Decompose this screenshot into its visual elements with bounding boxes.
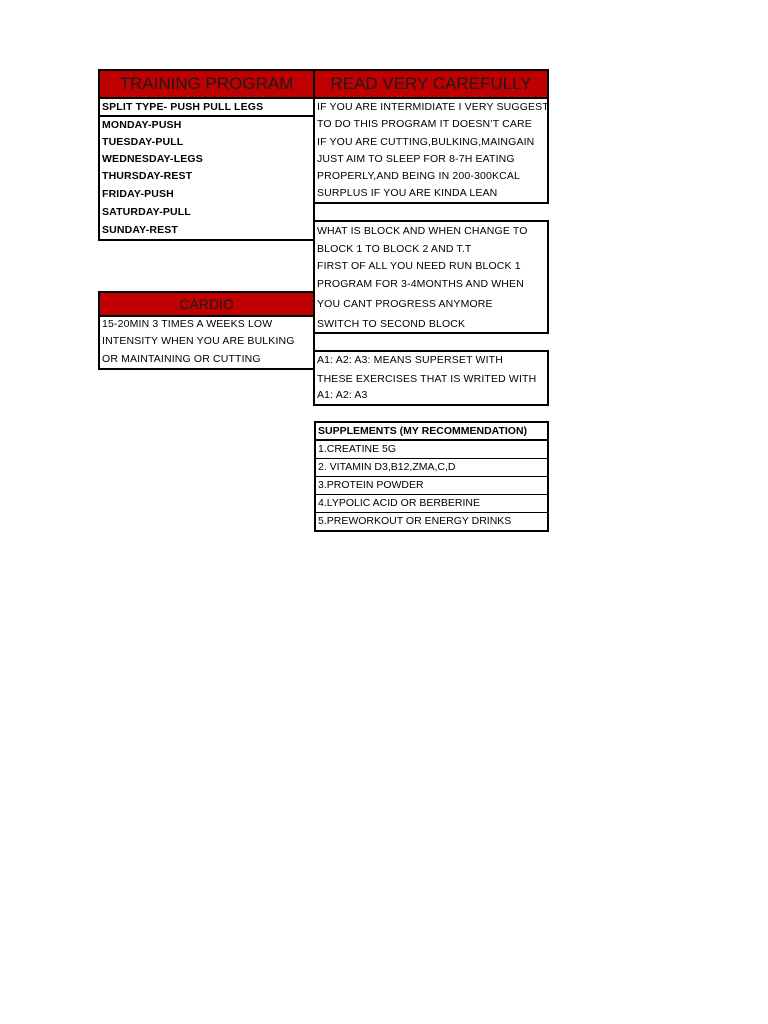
intro-line: JUST AIM TO SLEEP FOR 8-7H EATING — [317, 153, 515, 165]
supplement-item: 2. VITAMIN D3,B12,ZMA,C,D — [314, 458, 549, 477]
intro-line: TO DO THIS PROGRAM IT DOESN’T CARE — [317, 118, 532, 130]
schedule-row-saturday: SATURDAY-PULL — [102, 206, 191, 218]
read-carefully-header — [313, 69, 549, 99]
supplement-item: 1.CREATINE 5G — [314, 440, 549, 459]
schedule-row-sunday: SUNDAY-REST — [102, 224, 178, 236]
schedule-row-wednesday: WEDNESDAY-LEGS — [102, 153, 203, 165]
intro-line: IF YOU ARE INTERMIDIATE I VERY SUGGEST — [317, 101, 549, 113]
supplement-item: 3.PROTEIN POWDER — [314, 476, 549, 495]
superset-box — [313, 350, 549, 406]
training-program-header — [98, 69, 315, 99]
schedule-row-monday: MONDAY-PUSH — [102, 119, 182, 131]
split-type-row: SPLIT TYPE- PUSH PULL LEGS — [102, 101, 264, 113]
cardio-header — [98, 291, 315, 317]
cardio-title: CARDIO — [179, 296, 234, 312]
cardio-line: INTENSITY WHEN YOU ARE BULKING — [102, 335, 295, 347]
intro-advice-box — [313, 99, 549, 204]
block-line: PROGRAM FOR 3-4MONTHS AND WHEN — [317, 278, 524, 290]
block-line: WHAT IS BLOCK AND WHEN CHANGE TO — [317, 225, 528, 237]
schedule-row-thursday: THURSDAY-REST — [102, 170, 193, 182]
cardio-line: 15-20MIN 3 TIMES A WEEKS LOW — [102, 318, 273, 330]
split-type-divider — [100, 115, 315, 117]
block-line: FIRST OF ALL YOU NEED RUN BLOCK 1 — [317, 260, 521, 272]
block-line: YOU CANT PROGRESS ANYMORE — [317, 298, 493, 310]
block-explanation-box — [313, 220, 549, 334]
schedule-row-tuesday: TUESDAY-PULL — [102, 136, 184, 148]
supplement-item: 5.PREWORKOUT OR ENERGY DRINKS — [314, 512, 549, 532]
cardio-line: OR MAINTAINING OR CUTTING — [102, 353, 261, 365]
column-divider-segment — [313, 204, 315, 221]
training-program-title: TRAINING PROGRAM — [119, 74, 294, 93]
superset-line: A1: A2: A3 — [317, 389, 368, 401]
schedule-row-friday: FRIDAY-PUSH — [102, 188, 174, 200]
intro-line: SURPLUS IF YOU ARE KINDA LEAN — [317, 187, 498, 199]
block-line: BLOCK 1 TO BLOCK 2 AND T.T — [317, 243, 472, 255]
intro-line: PROPERLY,AND BEING IN 200-300KCAL — [317, 170, 520, 182]
supplements-header: SUPPLEMENTS (MY RECOMMENDATION) — [314, 421, 549, 440]
supplement-item: 4.LYPOLIC ACID OR BERBERINE — [314, 494, 549, 513]
intro-line: IF YOU ARE CUTTING,BULKING,MAINGAIN — [317, 136, 535, 148]
superset-line: THESE EXERCISES THAT IS WRITED WITH — [317, 373, 537, 385]
superset-line: A1: A2: A3: MEANS SUPERSET WITH — [317, 354, 503, 366]
read-carefully-title: READ VERY CAREFULLY — [330, 74, 532, 93]
cardio-box — [98, 316, 315, 370]
training-schedule-box — [98, 99, 315, 241]
block-line: SWITCH TO SECOND BLOCK — [317, 318, 466, 330]
